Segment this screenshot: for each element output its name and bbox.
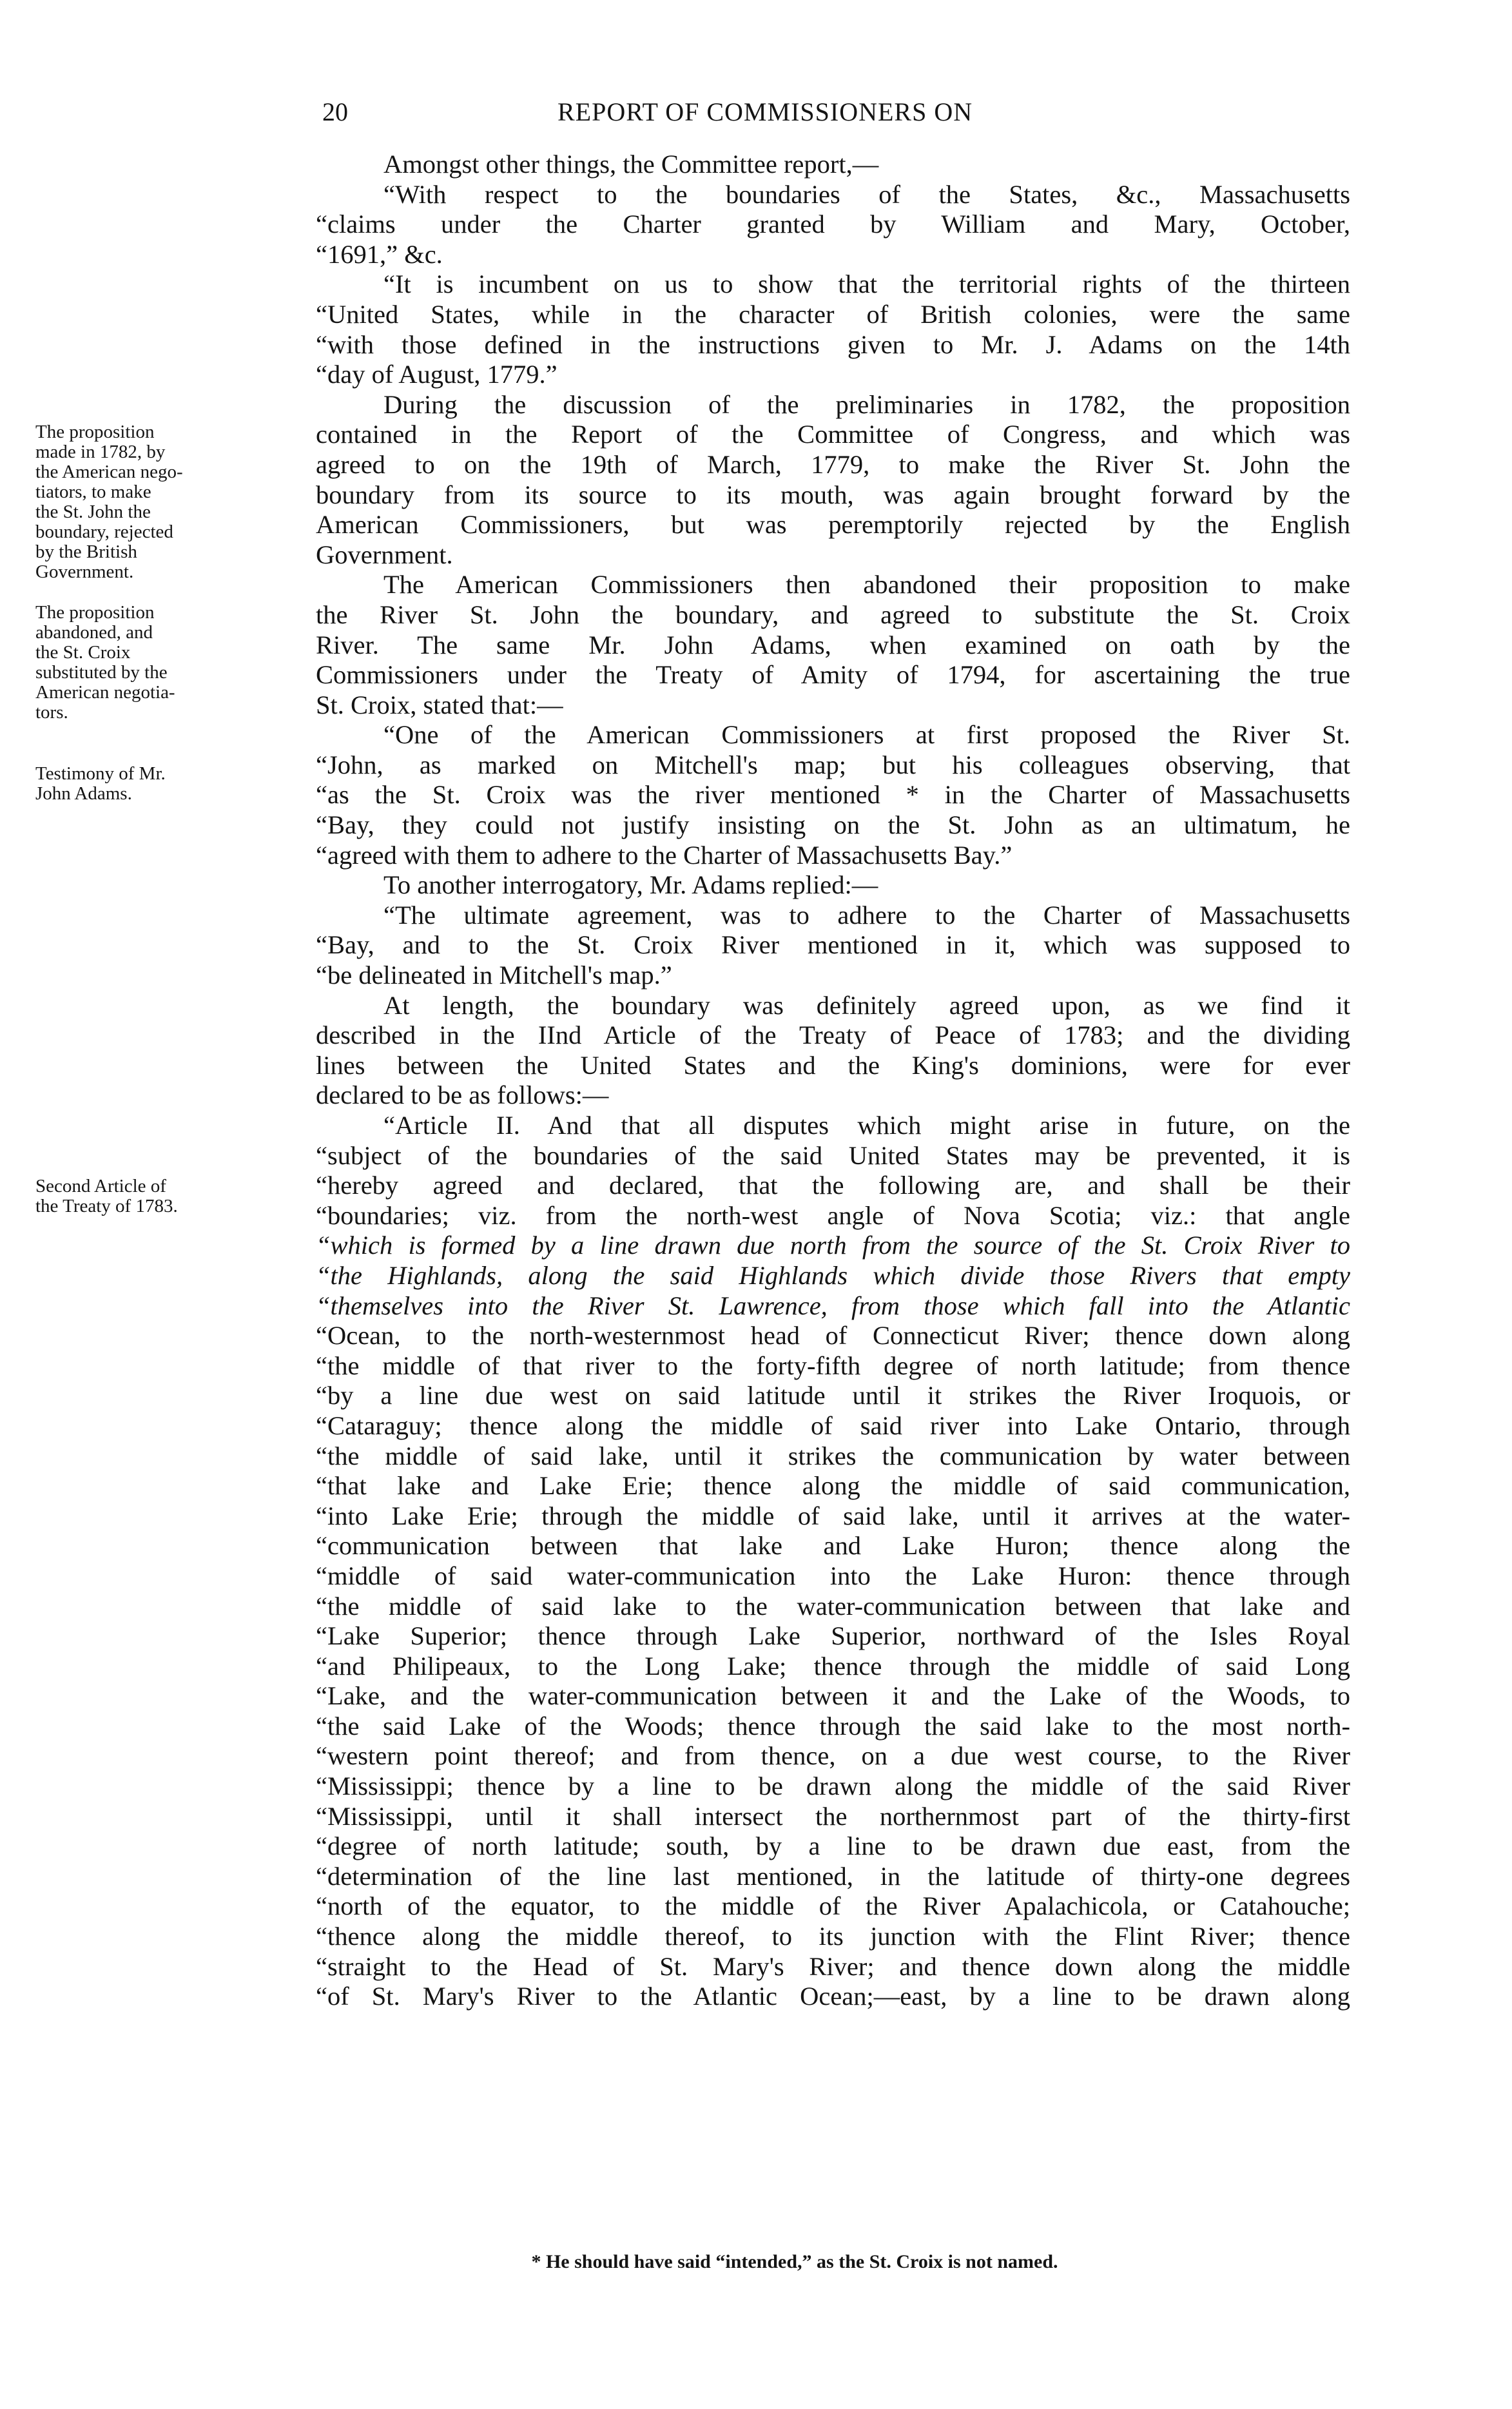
margin-note-line: The proposition	[35, 602, 155, 623]
text-line: “agreed with them to adhere to the Charter of Massachusetts Bay.”	[316, 840, 1013, 870]
page-header	[0, 97, 1512, 135]
margin-note-line: by the British	[35, 541, 137, 562]
margin-note-line: tiators, to make	[35, 482, 151, 502]
text-line: “With respect to the boundaries of the States, &c., Massachusetts	[383, 179, 1350, 209]
text-line: Commissioners under the Treaty of Amity of 1794, for ascertaining the true	[316, 660, 1350, 690]
text-line: agreed to on the 19th of March, 1779, to make the River St. John the	[316, 449, 1350, 479]
margin-note-line: Second Article of	[35, 1176, 166, 1196]
margin-note-line: American negotia-	[35, 682, 175, 703]
text-line: “determination of the line last mentioned, in the latitude of thirty-one degrees	[316, 1861, 1350, 1891]
margin-note-testimony	[35, 764, 319, 804]
text-line: “the said Lake of the Woods; thence through the said lake to the most north-	[316, 1711, 1350, 1741]
footnote	[0, 2251, 1512, 2273]
margin-note-line: boundary, rejected	[35, 522, 173, 542]
text-line: lines between the United States and the King's dominions, were for ever	[316, 1050, 1350, 1080]
text-line: “of St. Mary's River to the Atlantic Ocean;—east, by a line to be drawn along	[316, 1982, 1350, 2011]
text-line: “that lake and Lake Erie; thence along the middle of said communication,	[316, 1471, 1350, 1501]
text-line: “themselves into the River St. Lawrence, from those which fall into the Atlantic	[316, 1291, 1350, 1320]
text-line: “day of August, 1779.”	[316, 360, 557, 389]
text-line: “United States, while in the character of British colonies, were the same	[316, 299, 1350, 329]
text-line: “degree of north latitude; south, by a line to be drawn due east, from the	[316, 1831, 1350, 1861]
margin-note-line: the St. Croix	[35, 642, 131, 663]
margin-note-second-article	[35, 1176, 319, 1216]
text-line: “western point thereof; and from thence, on a due west course, to the River	[316, 1741, 1350, 1771]
text-line: “by a line due west on said latitude until it strikes the River Iroquois, or	[316, 1381, 1350, 1410]
text-line: “as the St. Croix was the river mentioned * in the Charter of Massachusetts	[316, 780, 1350, 810]
text-line: “subject of the boundaries of the said United States may be prevented, it is	[316, 1140, 1350, 1170]
text-line: At length, the boundary was definitely agreed upon, as we find it	[383, 990, 1350, 1020]
text-line: “Mississippi; thence by a line to be drawn along the middle of the said River	[316, 1771, 1350, 1801]
text-line: “Lake Superior; thence through Lake Superior, northward of the Isles Royal	[316, 1621, 1350, 1651]
text-line: During the discussion of the preliminaries in 1782, the proposition	[383, 389, 1350, 419]
text-line: “middle of said water-communication into the Lake Huron: thence through	[316, 1561, 1350, 1590]
text-line: declared to be as follows:—	[316, 1080, 609, 1110]
text-line: “straight to the Head of St. Mary's River; and thence down along the middle	[316, 1951, 1350, 1981]
margin-note-line: The proposition	[35, 422, 155, 442]
margin-note-line: abandoned, and	[35, 622, 153, 643]
text-line: “One of the American Commissioners at first proposed the River St.	[383, 720, 1350, 750]
text-line: “Bay, and to the St. Croix River mentioned in it, which was supposed to	[316, 930, 1350, 960]
running-head: REPORT OF COMMISSIONERS ON	[557, 97, 973, 126]
text-line: “communication between that lake and Lake Huron; thence along the	[316, 1531, 1350, 1561]
text-line: the River St. John the boundary, and agreed to substitute the St. Croix	[316, 600, 1350, 629]
text-line: “It is incumbent on us to show that the territorial rights of the thirteen	[383, 269, 1350, 299]
text-line: “the middle of that river to the forty-fifth degree of north latitude; from thence	[316, 1351, 1350, 1380]
text-line: contained in the Report of the Committee of Congress, and which was	[316, 420, 1350, 449]
text-line: “Ocean, to the north-westernmost head of Connecticut River; thence down along	[316, 1321, 1350, 1351]
text-line: boundary from its source to its mouth, was again brought forward by the	[316, 480, 1350, 509]
margin-note-line: tors.	[35, 702, 68, 723]
footnote-text: * He should have said “intended,” as the St. Croix is not named.	[531, 2251, 1058, 2272]
text-line: “Bay, they could not justify insisting on the St. John as an ultimatum, he	[316, 810, 1350, 840]
text-line: The American Commissioners then abandoned their proposition to make	[383, 570, 1350, 600]
text-line: “Cataraguy; thence along the middle of said river into Lake Ontario, through	[316, 1410, 1350, 1440]
margin-note-line: the St. John the	[35, 502, 151, 522]
text-line: “claims under the Charter granted by William and Mary, October,	[316, 210, 1350, 239]
text-line: “and Philipeaux, to the Long Lake; thence through the middle of said Long	[316, 1651, 1350, 1681]
text-line: River. The same Mr. John Adams, when examined on oath by the	[316, 630, 1350, 659]
text-line: “Article II. And that all disputes which might arise in future, on the	[383, 1111, 1350, 1140]
text-line: “which is formed by a line drawn due north from the source of the St. Croix River to	[316, 1231, 1350, 1260]
text-line: “boundaries; viz. from the north-west angle of Nova Scotia; viz.: that angle	[316, 1200, 1350, 1230]
text-line: “the Highlands, along the said Highlands which divide those Rivers that empty	[316, 1260, 1350, 1290]
text-line: “be delineated in Mitchell's map.”	[316, 961, 672, 990]
text-line: “Mississippi, until it shall intersect the northernmost part of the thirty-first	[316, 1801, 1350, 1831]
text-line: “hereby agreed and declared, that the following are, and shall be their	[316, 1171, 1350, 1200]
text-line: “thence along the middle thereof, to its junction with the Flint River; thence	[316, 1922, 1350, 1951]
text-line: “north of the equator, to the middle of the River Apalachicola, or Catahouche;	[316, 1891, 1350, 1921]
text-line: “with those defined in the instructions given to Mr. J. Adams on the 14th	[316, 329, 1350, 359]
margin-note-line: substituted by the	[35, 662, 168, 683]
text-line: To another interrogatory, Mr. Adams replied:—	[383, 870, 878, 900]
margin-note-line: Testimony of Mr.	[35, 763, 166, 784]
margin-note-line: the American nego-	[35, 462, 183, 482]
text-line: St. Croix, stated that:—	[316, 690, 563, 719]
text-line: “Lake, and the water-communication between it and the Lake of the Woods, to	[316, 1681, 1350, 1711]
margin-note-line: John Adams.	[35, 783, 132, 804]
margin-note-line: Government.	[35, 561, 134, 582]
margin-note-proposition-1782	[35, 422, 319, 582]
text-line: Government.	[316, 540, 453, 569]
text-line: American Commissioners, but was peremptorily rejected by the English	[316, 510, 1350, 540]
margin-note-proposition-abandoned	[35, 603, 319, 723]
text-line: Amongst other things, the Committee report,—	[383, 150, 879, 179]
margin-note-line: the Treaty of 1783.	[35, 1196, 178, 1216]
text-line: described in the IInd Article of the Treaty of Peace of 1783; and the dividing	[316, 1020, 1350, 1050]
page-number: 20	[322, 97, 348, 126]
text-line: “John, as marked on Mitchell's map; but his colleagues observing, that	[316, 750, 1350, 779]
text-line: “1691,” &c.	[316, 239, 443, 269]
body-text	[316, 150, 1350, 2012]
text-line: “into Lake Erie; through the middle of said lake, until it arrives at the water-	[316, 1501, 1350, 1530]
margin-note-line: made in 1782, by	[35, 442, 166, 462]
text-line: “The ultimate agreement, was to adhere to the Charter of Massachusetts	[383, 900, 1350, 930]
text-line: “the middle of said lake, until it strikes the communication by water between	[316, 1441, 1350, 1470]
text-line: “the middle of said lake to the water-communication between that lake and	[316, 1591, 1350, 1621]
